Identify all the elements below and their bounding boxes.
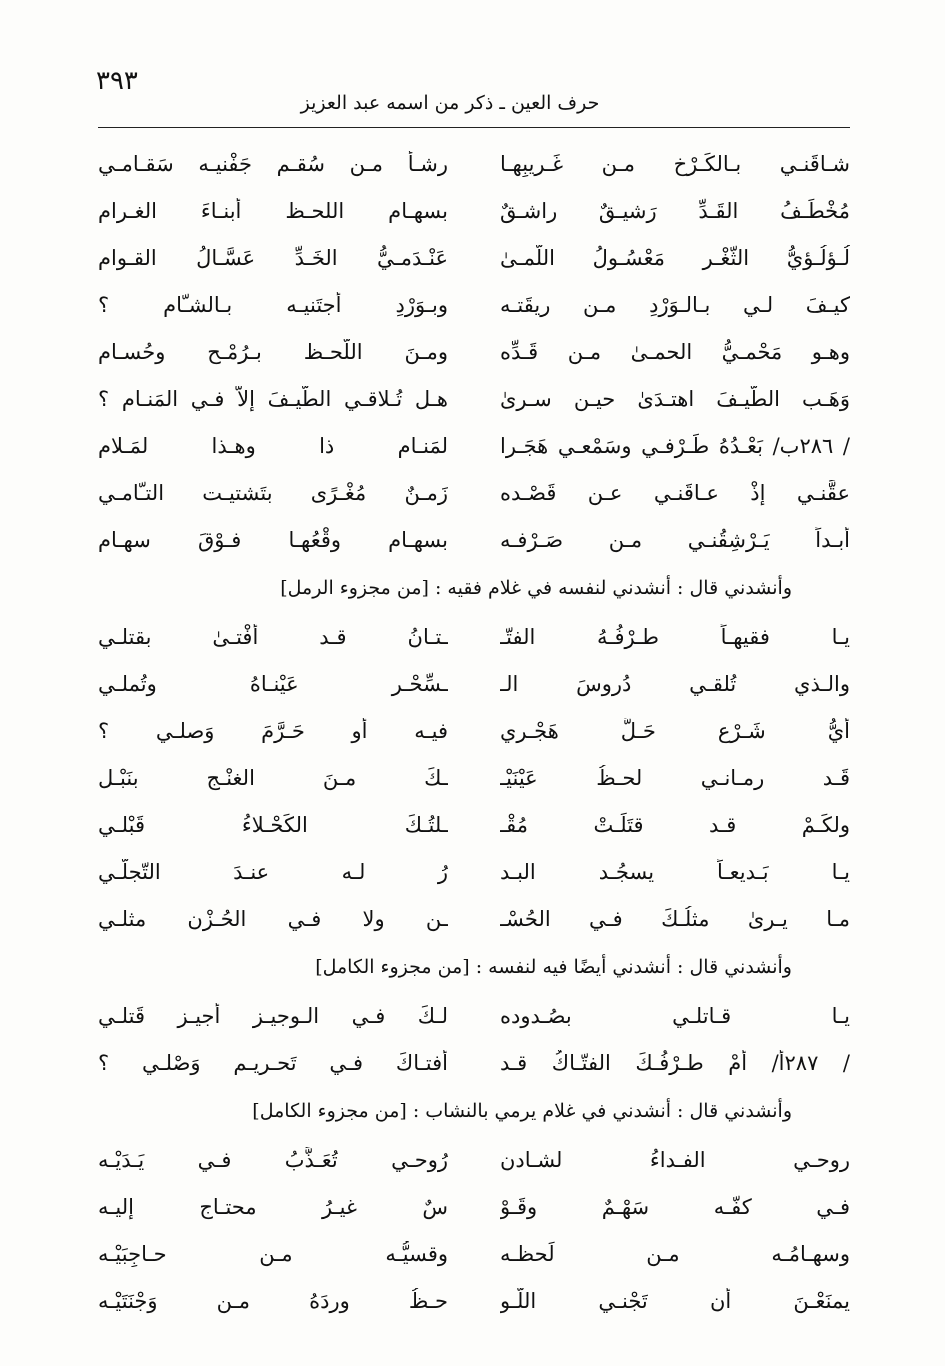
verse-line: [98, 516, 850, 563]
verse-line: [98, 992, 850, 1039]
verse-line: [98, 1183, 850, 1230]
verse-line: [98, 707, 850, 754]
first-hemistich: / ٢٨٧أ/ أمْ طـرْفُـكَ الفتّـاكُ قـد: [500, 1050, 850, 1075]
first-hemistich: أيُّ شَـرْعٍ حَـلَّ هَجْـري: [500, 718, 850, 743]
first-hemistich: عقَّنـي إذْ عـاقَنـي عـن قَصْـده: [500, 480, 850, 505]
second-hemistich: بسهـامٍ وقْعُهـا فـوْقَ سهـام: [98, 527, 448, 552]
first-hemistich: قَـد رمـانـي لحـظُ عَيْنَيْـ: [500, 765, 850, 790]
first-hemistich: أبـداً يَـرْشِقُنـي مـن صَـرْفـه: [500, 527, 850, 552]
first-hemistich: والـذي تُلقـي دُروسَ الـ: [500, 671, 850, 696]
verse-line: [98, 375, 850, 422]
second-hemistich: أفتـاكَ فـي تَحـريـمِ وَصْلـي ؟: [98, 1050, 448, 1075]
second-hemistich: ـلتُـكَ الكَحْـلاءُ قَبْلـي: [98, 812, 448, 837]
verse-line: [98, 1039, 850, 1086]
second-hemistich: لمَنـام ذا وهـذا لمَـلام: [98, 433, 448, 458]
poem-content: [98, 140, 850, 1324]
first-hemistich: يمنَعْـنَ أن تَجْنـي اللَّـو: [500, 1288, 850, 1313]
first-hemistich: يـا قـاتلـي بصُـدوده: [500, 1003, 850, 1028]
verse-line: [98, 422, 850, 469]
first-hemistich: لُـؤلُـؤيُّ الثّغْـر مَعْسُـولُ اللّمـىٰ: [500, 245, 850, 270]
second-hemistich: ـسِّحْـر عَيْنـاهُ وتُملـي: [98, 671, 448, 696]
verse-line: [98, 613, 850, 660]
section-intro: وأنشدني قال : أنشدني أيضًا فيه لنفسه : [من مجزوء الكامل]: [315, 956, 792, 978]
verse-line: [98, 1277, 850, 1324]
header-rule: [98, 127, 850, 128]
second-hemistich: لـكَ فـي الـوجيـز أجيـز قَتلـي: [98, 1003, 448, 1028]
second-hemistich: حـظُ وردَهُ مـن وَجْنَتَيْـه: [98, 1288, 448, 1313]
section-intro: وأنشدني قال : أنشدني في غلام يرمي بالنشاب : [من مجزوء الكامل]: [252, 1100, 792, 1122]
verse-line: [98, 328, 850, 375]
first-hemistich: مـا يـرىٰ مثلُـكَ فـي الحُسْـ: [500, 906, 850, 931]
first-hemistich: مُخْطَـفُ القَـدِّ رَشيـقٌ راشـقٌ: [500, 198, 850, 223]
verse-line: [98, 848, 850, 895]
second-hemistich: زَمـنٌ مُغْـرًى بتَشتيـت التـّامـي: [98, 480, 448, 505]
first-hemistich: يـا بَـديعـاً يسجُـد البـد: [500, 859, 850, 884]
verse-line: [98, 1230, 850, 1277]
second-hemistich: ـتـانُ قـد أفْتـىٰ بقتلـي: [98, 624, 448, 649]
verse-line: [98, 895, 850, 942]
first-hemistich: يـا فقيهـاً طـرْفُـهُ الفتّـ: [500, 624, 850, 649]
first-hemistich: / ٢٨٦ب/ بَعْـدُهُ طَـرْفـي وسَمْعـي هَجَـرا: [500, 433, 850, 458]
first-hemistich: شـاقَنـي بـالكَـرْخ مـن غَـريبِهـا: [500, 151, 850, 176]
verse-line: [98, 140, 850, 187]
second-hemistich: وبـوَرْدِ أجتَنيـه بـالشـّام ؟: [98, 292, 448, 317]
second-hemistich: سٌ غيـرُ محتـاجٍ إليـه: [98, 1194, 448, 1219]
second-hemistich: بسهـام اللحـظ أبنـاءَ الغـرام: [98, 198, 448, 223]
verse-line: [98, 469, 850, 516]
verse-line: [98, 281, 850, 328]
second-hemistich: رُوحـي تُعَـذَّبُ فـي يَـدَيْـه: [98, 1147, 448, 1172]
second-hemistich: رشـأ مـن سُقـم جَفْنيـه سَقـامـي: [98, 151, 448, 176]
verse-line: [98, 187, 850, 234]
first-hemistich: وسهـامُـه مـن لَحظـه: [500, 1241, 850, 1266]
second-hemistich: وقسيُّـه مـن حـاجِبَيْـه: [98, 1241, 448, 1266]
first-hemistich: وَهَـب الطّيـفَ اهتـدَىٰ حيـن سـرىٰ: [500, 386, 850, 411]
second-hemistich: عَنْـدَمـيُّ الخَـدِّ عَسَّـالُ القـوام: [98, 245, 448, 270]
first-hemistich: ولكَـمْ قـد قتَلَـتْ مُقْـ: [500, 812, 850, 837]
first-hemistich: فـي كفّـه سَهْـمٌ وقَـوْ: [500, 1194, 850, 1219]
first-hemistich: كيـفَ لـي بـالـوَرْدِ مـن ريقَتـه: [500, 292, 850, 317]
second-hemistich: رُ لـه عنـدَ التّجلّـي: [98, 859, 448, 884]
verse-line: [98, 754, 850, 801]
section-intro: وأنشدني قال : أنشدني لنفسه في غلام فقيه : [من مجزوء الرمل]: [280, 577, 792, 599]
first-hemistich: روحـي الفـداءُ لشـادن: [500, 1147, 850, 1172]
first-hemistich: وهـو مَحْمـيُّ الحمـىٰ مـن قَـدِّه: [500, 339, 850, 364]
page-number: ٣٩٣: [96, 66, 138, 96]
second-hemistich: فيـه أو حَـرَّمَ وَصلـي ؟: [98, 718, 448, 743]
verse-line: [98, 1136, 850, 1183]
verse-line: [98, 660, 850, 707]
running-head: حرف العين ـ ذكر من اسمه عبد العزيز: [300, 92, 600, 114]
verse-line: [98, 801, 850, 848]
second-hemistich: هـل تُـلاقـي الطّيـفَ إلاَّ فـي المَنـام ؟: [98, 386, 448, 411]
verse-line: [98, 234, 850, 281]
second-hemistich: ـنِ ولا فـي الحُـزْن مثلـي: [98, 906, 448, 931]
second-hemistich: ـكَ مـنَ الغنْـج بنَبْـل: [98, 765, 448, 790]
second-hemistich: ومـنَ اللّحـظ بـرُمْـح وحُسـام: [98, 339, 448, 364]
